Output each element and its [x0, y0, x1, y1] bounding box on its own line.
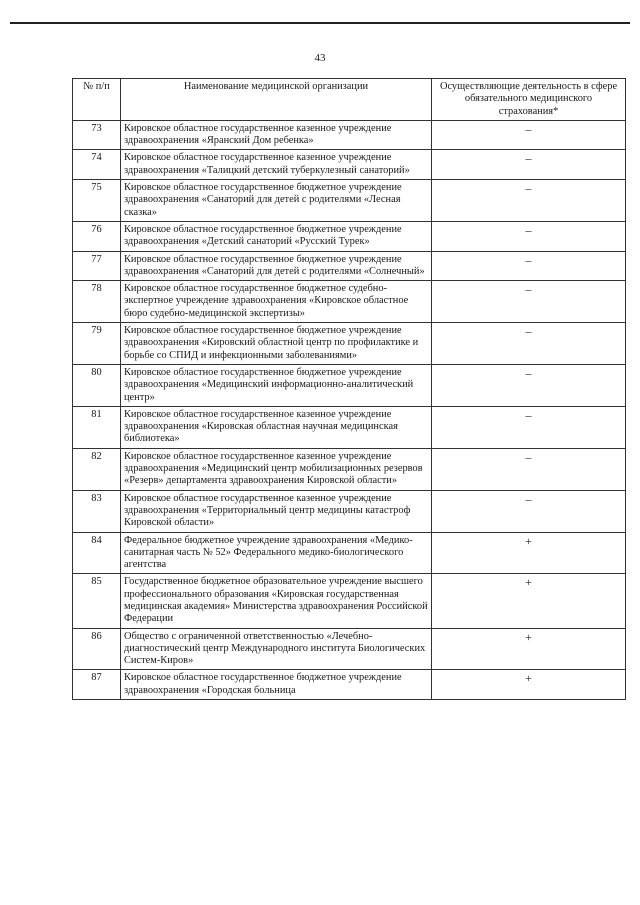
- table-row: [73, 281, 626, 323]
- row-org-name: Кировское областное государственное бюджетное учреждение здравоохранения «Детский санаторий «Русский Турек»: [121, 221, 432, 251]
- row-org-name: Кировское областное государственное казенное учреждение здравоохранения «Территориальный центр медицины катастроф Кировской области»: [121, 490, 432, 532]
- row-org-name: Кировское областное государственное бюджетное судебно-экспертное учреждение здравоохранения «Кировское областное бюро судебно-медицинской экспертизы»: [121, 281, 432, 323]
- header-name: Наименование медицинской организации: [121, 79, 432, 121]
- row-org-name: Федеральное бюджетное учреждение здравоохранения «Медико-санитарная часть № 52» Федерального медико-биологического агентства: [121, 532, 432, 574]
- organizations-table: [72, 78, 626, 700]
- row-oms-mark: –: [432, 406, 626, 448]
- table-row: [73, 574, 626, 628]
- page-number: 43: [314, 52, 326, 64]
- row-oms-mark: –: [432, 120, 626, 150]
- table-row: [73, 221, 626, 251]
- table-row: [73, 490, 626, 532]
- row-oms-mark: –: [432, 251, 626, 281]
- row-org-name: Кировское областное государственное бюджетное учреждение здравоохранения «Санаторий для детей с родителями «Лесная сказка»: [121, 180, 432, 222]
- table-row: [73, 364, 626, 406]
- row-number: 78: [73, 281, 121, 323]
- table-row: [73, 448, 626, 490]
- table-row: [73, 120, 626, 150]
- table-header-row: [73, 79, 626, 121]
- row-number: 75: [73, 180, 121, 222]
- table-row: [73, 150, 626, 180]
- row-number: 84: [73, 532, 121, 574]
- row-org-name: Кировское областное государственное казенное учреждение здравоохранения «Яранский Дом ребенка»: [121, 120, 432, 150]
- row-org-name: Кировское областное государственное казенное учреждение здравоохранения «Кировская областная научная медицинская библиотека»: [121, 406, 432, 448]
- table-body: [73, 120, 626, 699]
- row-number: 85: [73, 574, 121, 628]
- table-row: [73, 532, 626, 574]
- row-oms-mark: +: [432, 670, 626, 700]
- row-number: 77: [73, 251, 121, 281]
- row-oms-mark: +: [432, 628, 626, 670]
- header-oms: Осуществляющие деятельность в сфере обязательного медицинского страхования*: [432, 79, 626, 121]
- row-org-name: Государственное бюджетное образовательное учреждение высшего профессионального образования «Кировская государственная медицинская академия» Министерства здравоохранения Российской Федерации: [121, 574, 432, 628]
- row-oms-mark: –: [432, 490, 626, 532]
- row-oms-mark: –: [432, 281, 626, 323]
- row-org-name: Кировское областное государственное казенное учреждение здравоохранения «Талицкий детский туберкулезный санаторий»: [121, 150, 432, 180]
- row-oms-mark: –: [432, 364, 626, 406]
- table-row: [73, 180, 626, 222]
- row-oms-mark: +: [432, 574, 626, 628]
- row-org-name: Кировское областное государственное казенное учреждение здравоохранения «Медицинский центр мобилизационных резервов «Резерв» департамента здравоохранения Кировской области»: [121, 448, 432, 490]
- row-oms-mark: –: [432, 221, 626, 251]
- row-number: 74: [73, 150, 121, 180]
- table-row: [73, 323, 626, 365]
- row-number: 83: [73, 490, 121, 532]
- row-oms-mark: –: [432, 448, 626, 490]
- row-number: 79: [73, 323, 121, 365]
- table-row: [73, 251, 626, 281]
- table-row: [73, 628, 626, 670]
- row-oms-mark: +: [432, 532, 626, 574]
- header-number: № п/п: [73, 79, 121, 121]
- row-oms-mark: –: [432, 180, 626, 222]
- row-number: 87: [73, 670, 121, 700]
- top-rule: [10, 22, 630, 24]
- row-oms-mark: –: [432, 150, 626, 180]
- row-oms-mark: –: [432, 323, 626, 365]
- row-org-name: Кировское областное государственное бюджетное учреждение здравоохранения «Санаторий для детей с родителями «Солнечный»: [121, 251, 432, 281]
- table-row: [73, 670, 626, 700]
- row-org-name: Кировское областное государственное бюджетное учреждение здравоохранения «Городская больница: [121, 670, 432, 700]
- row-number: 82: [73, 448, 121, 490]
- row-number: 73: [73, 120, 121, 150]
- row-number: 86: [73, 628, 121, 670]
- row-org-name: Общество с ограниченной ответственностью «Лечебно-диагностический центр Международного института Биологических Систем-Киров»: [121, 628, 432, 670]
- row-org-name: Кировское областное государственное бюджетное учреждение здравоохранения «Медицинский информационно-аналитический центр»: [121, 364, 432, 406]
- row-number: 80: [73, 364, 121, 406]
- row-org-name: Кировское областное государственное бюджетное учреждение здравоохранения «Кировский областной центр по профилактике и борьбе со СПИД и инфекционными заболеваниями»: [121, 323, 432, 365]
- table-row: [73, 406, 626, 448]
- row-number: 81: [73, 406, 121, 448]
- row-number: 76: [73, 221, 121, 251]
